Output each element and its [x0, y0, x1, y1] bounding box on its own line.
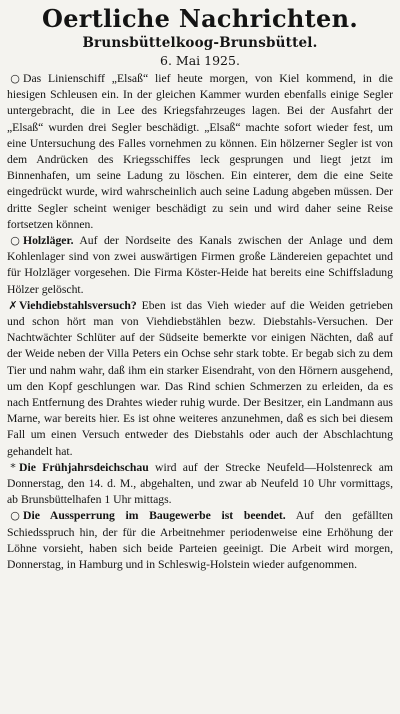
- circle-bullet-icon: ○: [10, 72, 20, 85]
- article-text: wird auf der Strecke Neufeld—Holstenreck am Donnerstag, den 14. d. M., abgehalten, und zwar ab Neufeld 10 Uhr vormittags, ab Brunsbüttelhafen 1 Uhr mittags.: [7, 460, 393, 507]
- article-deichschau: [7, 460, 393, 509]
- article-viehdiebstahl: [7, 298, 393, 460]
- dateline: 6. Mai 1925.: [160, 53, 240, 68]
- circle-bullet-icon: ○: [10, 234, 20, 248]
- article-text: Eben ist das Vieh wieder auf die Weiden getrieben und schon hört man von Viehdiebstählen bezw. Diebstahls-Versuchen. Der Nachtwächter Schlüter auf der Südseite bemerkte vor einigen Nächten, daß auf der Weide neben der Villa Peters ein Ochse sehr stark tobte. Er begab sich zu dem Tier und nahm wahr, daß ihm ein starker Eisendraht, von den Hörnern ausgehend, um den Kopf geschlungen war. Das Rind schien Schmerzen zu erleiden, da es nach Entfernung des Drahtes wieder ruhig wurde. Der Besitzer, ein Landmann aus Marne, war bereits hier. Es ist ohne weiteres anzunehmen, daß es sich bei diesem Fall um einen Versuch entweder des Diebstahls oder auch der Abschlachtung gehandelt hat.: [7, 298, 393, 458]
- article-elsass: [7, 71, 393, 233]
- asterisk-icon: *: [10, 460, 16, 474]
- article-text: Auf der Nordseite des Kanals zwischen der Anlage und dem Kohlenlager sind von zwei auswärtigen Firmen große Ländereien gepachtet und für Holzläger vorgesehen. Die Firma Köster-Heide hat bereits eine Schiffsladung Hölzer gelöscht.: [7, 234, 393, 296]
- circle-bullet-icon: ○: [10, 509, 20, 523]
- location-heading: Brunsbüttelkoog-Brunsbüttel.: [82, 35, 318, 51]
- section-headline: Oertliche Nachrichten.: [42, 4, 358, 33]
- crossed-swords-icon: ✗: [8, 298, 18, 312]
- article-lead: Die Aussperrung im Baugewerbe ist beendet.: [23, 509, 286, 523]
- article-text: Auf den gefällten Schiedsspruch hin, der für die Arbeitnehmer periodenweise eine Erhöhung der Löhne vorsieht, haben sich beide Parteien geeinigt. Die Arbeit wird morgen, Donnerstag, in Hamburg und in Schleswig-Holstein wieder aufgenommen.: [7, 509, 394, 572]
- article-text: Das Linienschiff „Elsaß“ lief heute morgen, von Kiel kommend, in die hiesigen Schleusen ein. In der gleichen Kammer wurden ebenfalls einige Segler untergebracht, die in Lee des Kriegsfahrzeuges lagen. Bei der Ausfahrt der „Elsaß“ wurden drei Segler beschädigt. „Elsaß“ machte sofort wieder fest, um eine Untersuchung des Falles vornehmen zu können. Ein hölzerner Segler ist von dem Andrücken des Kriegsschiffes leck gesprungen und liegt jetzt im Binnenhafen, um seine Ladung zu löschen. Ein einterer, dem die eine Seite eingedrückt wurde, wird wahrscheinlich auch seine Ladung abgeben müssen. Der dritte Segler scheint weniger beschädigt zu sein und wird daher seine Reise fortsetzen können.: [7, 72, 393, 231]
- article-column: [7, 71, 393, 573]
- article-holzlaeger: [7, 233, 393, 298]
- article-lead: Viehdiebstahlsversuch?: [19, 298, 137, 312]
- article-lead: Holzläger.: [23, 234, 74, 248]
- article-lead: Die Frühjahrsdeichschau: [19, 460, 149, 474]
- article-aussperrung: [7, 508, 393, 573]
